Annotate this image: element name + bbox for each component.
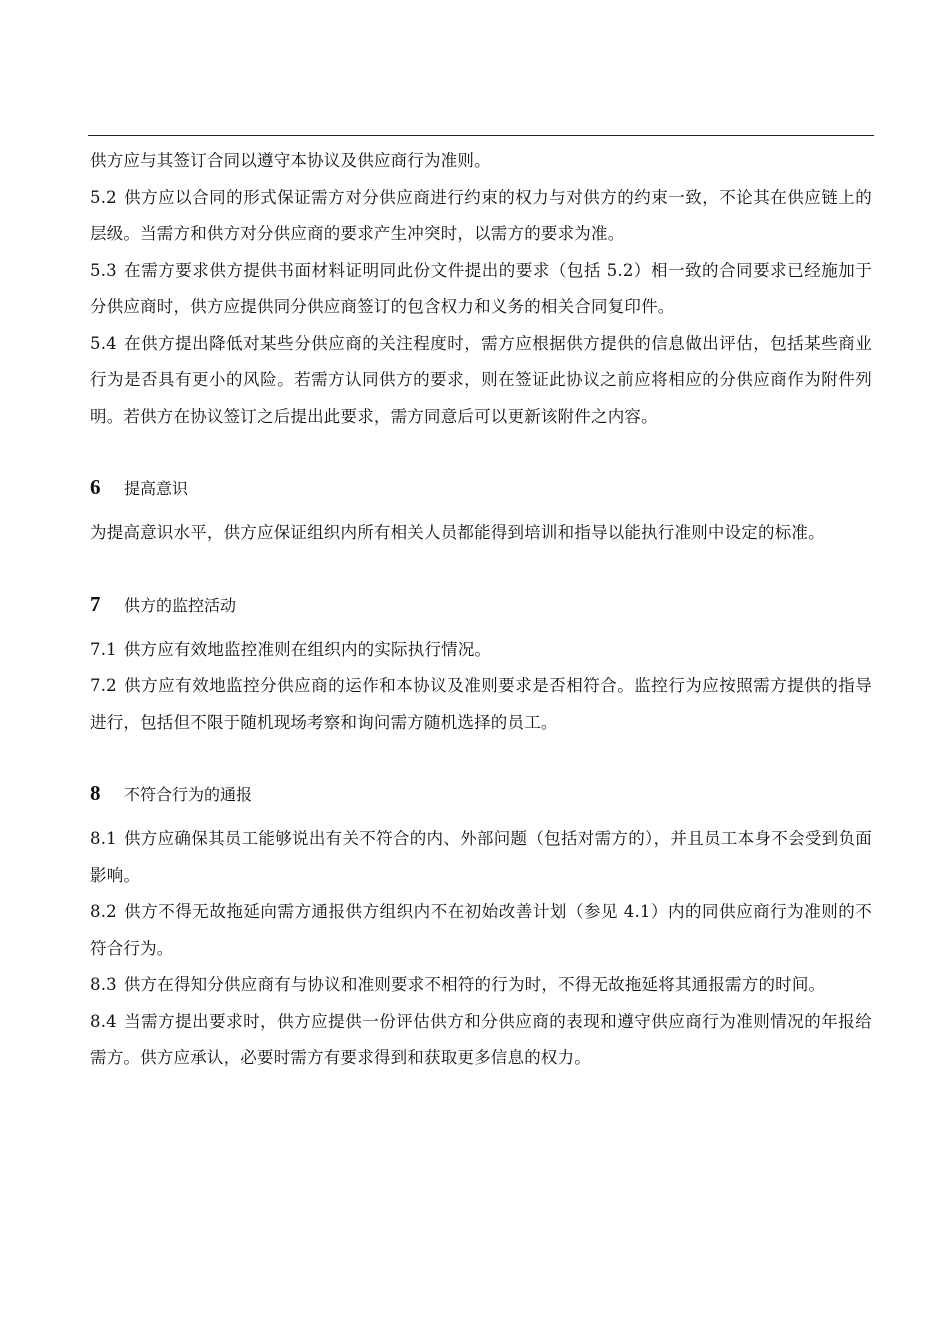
clause-7-2	[90, 668, 872, 741]
clause-5-3	[90, 253, 872, 326]
section-number: 7	[90, 591, 101, 616]
clause-text: 供方应有效地监控分供应商的运作和本协议及准则要求是否相符合。监控行为应按照需方提供的指导进行，包括但不限于随机现场考察和询问需方随机选择的员工。	[90, 676, 872, 732]
clause-number: 8.3	[90, 975, 117, 994]
clause-text: 供方在得知分供应商有与协议和准则要求不相符的行为时，不得无故拖延将其通报需方的时间。	[123, 975, 826, 994]
clause-number: 8.4	[90, 1011, 117, 1031]
clause-text: 供方应确保其员工能够说出有关不符合的内、外部问题（包括对需方的），并且员工本身不会受到负面影响。	[90, 829, 872, 885]
clause-number: 7.1	[90, 639, 117, 659]
section-number: 8	[90, 781, 101, 805]
clause-number: 5.4	[90, 333, 117, 353]
page-content	[90, 143, 872, 1077]
clause-number: 5.2	[90, 187, 117, 207]
clause-text: 供方应有效地监控准则在组织内的实际执行情况。	[123, 639, 492, 659]
clause-8-1	[90, 821, 872, 894]
paragraph-continuation	[90, 143, 872, 180]
section-heading	[90, 475, 872, 511]
paragraph-text: 供方应与其签订合同以遵守本协议及供应商行为准则。	[90, 151, 491, 170]
section-paragraph	[90, 515, 872, 552]
section-6	[90, 475, 872, 552]
clause-text: 在供方提出降低对某些分供应商的关注程度时，需方应根据供方提供的信息做出评估，包括某些商业行为是否具有更小的风险。若需方认同供方的要求，则在签证此协议之前应将相应的分供应商作为附件列明。若供方在协议签订之后提出此要求，需方同意后可以更新该附件之内容。	[90, 333, 872, 426]
intro-block	[90, 143, 872, 435]
clause-8-4	[90, 1004, 872, 1077]
header-rule	[88, 135, 874, 136]
clause-text: 供方不得无故拖延向需方通报供方组织内不在初始改善计划（参见 4.1）内的同供应商行为准则的不符合行为。	[90, 902, 872, 958]
clause-8-2	[90, 894, 872, 967]
clause-number: 5.3	[90, 260, 117, 280]
clause-text: 在需方要求供方提供书面材料证明同此份文件提出的要求（包括 5.2）相一致的合同要求已经施加于分供应商时，供方应提供同分供应商签订的包含权力和义务的相关合同复印件。	[90, 260, 872, 316]
clause-5-4	[90, 326, 872, 436]
clause-8-3	[90, 967, 872, 1004]
section-title: 不符合行为的通报	[124, 785, 253, 804]
section-title: 提高意识	[124, 479, 189, 498]
section-heading	[90, 781, 872, 817]
section-8	[90, 781, 872, 1077]
clause-text: 当需方提出要求时，供方应提供一份评估供方和分供应商的表现和遵守供应商行为准则情况的年报给需方。供方应承认，必要时需方有要求得到和获取更多信息的权力。	[90, 1011, 872, 1067]
clause-number: 7.2	[90, 676, 117, 695]
section-number: 6	[90, 475, 101, 499]
paragraph-text: 为提高意识水平，供方应保证组织内所有相关人员都能得到培训和指导以能执行准则中设定的标准。	[90, 523, 825, 542]
clause-text: 供方应以合同的形式保证需方对分供应商进行约束的权力与对供方的约束一致，不论其在供应链上的层级。当需方和供方对分供应商的要求产生冲突时，以需方的要求为准。	[90, 187, 872, 243]
section-heading	[90, 592, 872, 628]
section-7	[90, 592, 872, 742]
clause-number: 8.2	[90, 902, 117, 921]
section-title: 供方的监控活动	[124, 595, 237, 615]
clause-number: 8.1	[90, 829, 117, 848]
clause-7-1	[90, 632, 872, 669]
clause-5-2	[90, 180, 872, 253]
